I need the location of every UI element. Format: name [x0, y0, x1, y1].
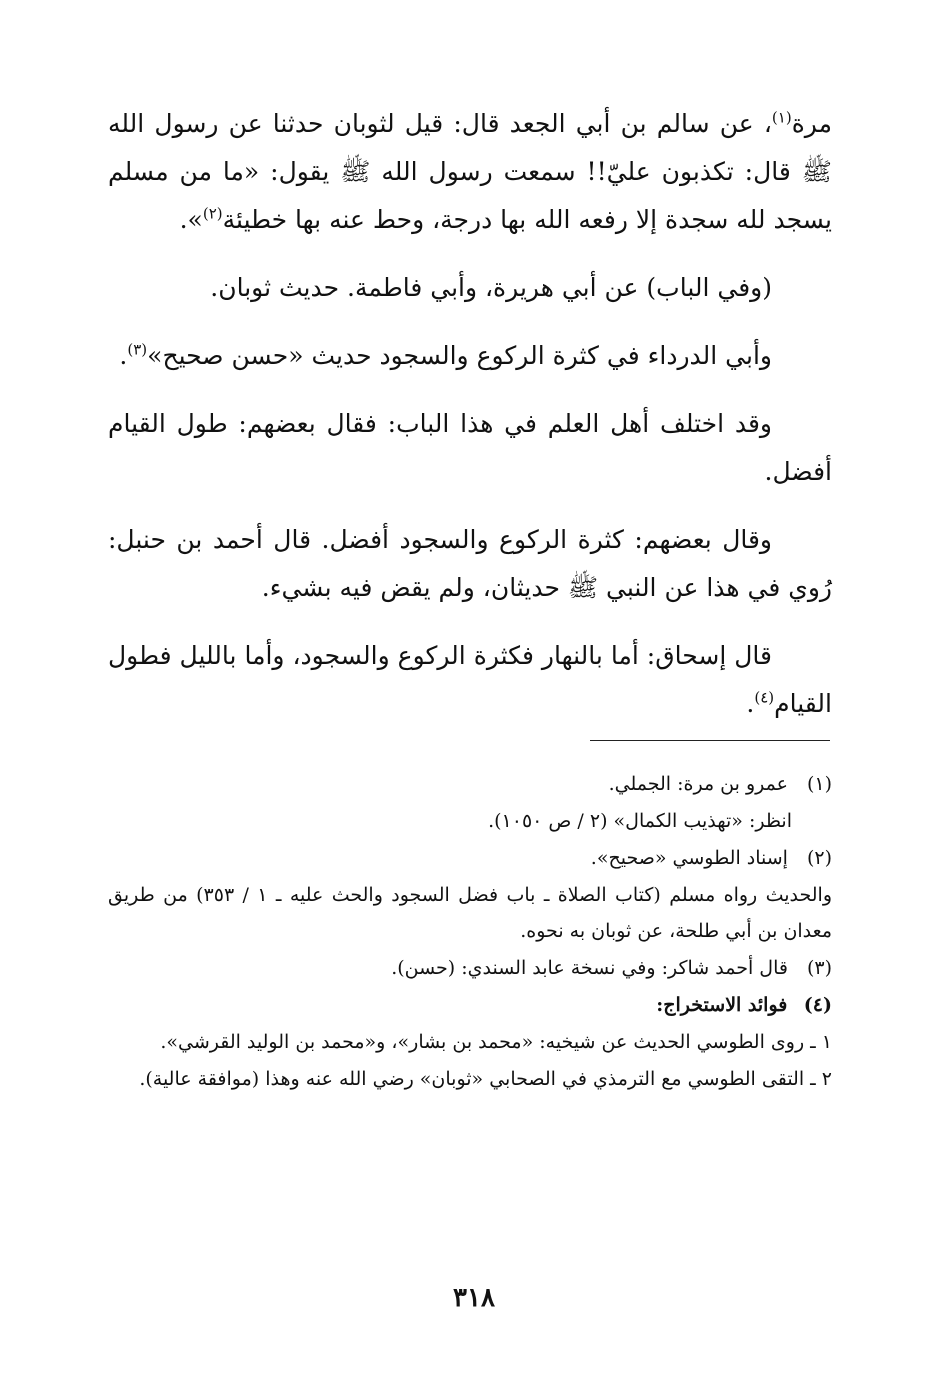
page-number: ٣١٨	[453, 1283, 495, 1313]
footnote-text: عمرو بن مرة: الجملي.	[608, 773, 788, 795]
footnote-marker-3: (٣)	[127, 340, 148, 359]
text-segment: ».	[179, 205, 203, 234]
paragraph-ahmad: وقال بعضهم: كثرة الركوع والسجود أفضل. قال أحمد بن حنبل: رُوي في هذا عن النبي ﷺ حديثان، ولم يقض فيه بشيء.	[108, 525, 832, 602]
text-segment: ، عن سالم بن أبي الجعد قال: قيل لثوبان حدثنا عن رسول الله ﷺ قال: تكذبون عليّ!! سمعت رسول الله ﷺ يقول: «ما من مسلم يسجد لله سجدة إلا رفعه الله بها درجة، وحط عنه بها خطيئة	[108, 109, 832, 234]
footnote-4-item-2: ٢ ـ التقى الطوسي مع الترمذي في الصحابي «ثوبان» رضي الله عنه وهذا (موافقة عالية).	[139, 1068, 832, 1090]
paragraph-chapter-note: (وفي الباب) عن أبي هريرة، وأبي فاطمة. حديث ثوبان.	[210, 273, 772, 302]
footnote-marker-4: (٤)	[754, 688, 775, 707]
footnote-4-item-1: ١ ـ روى الطوسي الحديث عن شيخيه: «محمد بن بشار»، و«محمد بن الوليد القرشي».	[160, 1031, 832, 1053]
footnote-text: إسناد الطوسي «صحيح».	[590, 847, 788, 869]
footnote-4	[108, 987, 832, 1023]
paragraph-disagreement: وقد اختلف أهل العلم في هذا الباب: فقال بعضهم: طول القيام أفضل.	[108, 409, 832, 486]
footnote-1-reference: انظر: «تهذيب الكمال» (٢ / ص ١٠٥٠).	[488, 810, 792, 832]
footnote-number: (٢)	[806, 847, 832, 869]
footnote-2-detail: والحديث رواه مسلم (كتاب الصلاة ـ باب فضل السجود والحث عليه ـ ١ / ٣٥٣) من طريق معدان بن أبي طلحة، عن ثوبان به نحوه.	[108, 884, 832, 942]
text-segment: مرة	[791, 109, 832, 138]
paragraph-ishaq	[108, 632, 832, 728]
paragraph-hadith	[108, 100, 832, 244]
text-segment: .	[746, 689, 755, 718]
footnote-marker-1: (١)	[771, 108, 792, 127]
footnote-heading: فوائد الاستخراج:	[656, 994, 788, 1016]
text-segment: قال إسحاق: أما بالنهار فكثرة الركوع والسجود، وأما بالليل فطول القيام	[108, 641, 832, 718]
footnote-number: (٣)	[806, 957, 832, 979]
footnote-separator	[590, 740, 830, 741]
footnote-number: (٤)	[803, 994, 832, 1016]
footnote-marker-2: (٢)	[202, 204, 223, 223]
paragraph-grading	[108, 332, 832, 380]
text-segment: .	[119, 341, 128, 370]
footnote-3	[108, 950, 832, 986]
footnotes	[108, 766, 832, 1098]
footnote-number: (١)	[806, 773, 832, 795]
footnote-2	[108, 840, 832, 876]
text-segment: وأبي الدرداء في كثرة الركوع والسجود حديث «حسن صحيح»	[147, 341, 772, 370]
footnote-1	[108, 766, 832, 802]
main-text	[108, 100, 832, 748]
footnote-text: قال أحمد شاكر: وفي نسخة عابد السندي: (حسن).	[391, 957, 788, 979]
